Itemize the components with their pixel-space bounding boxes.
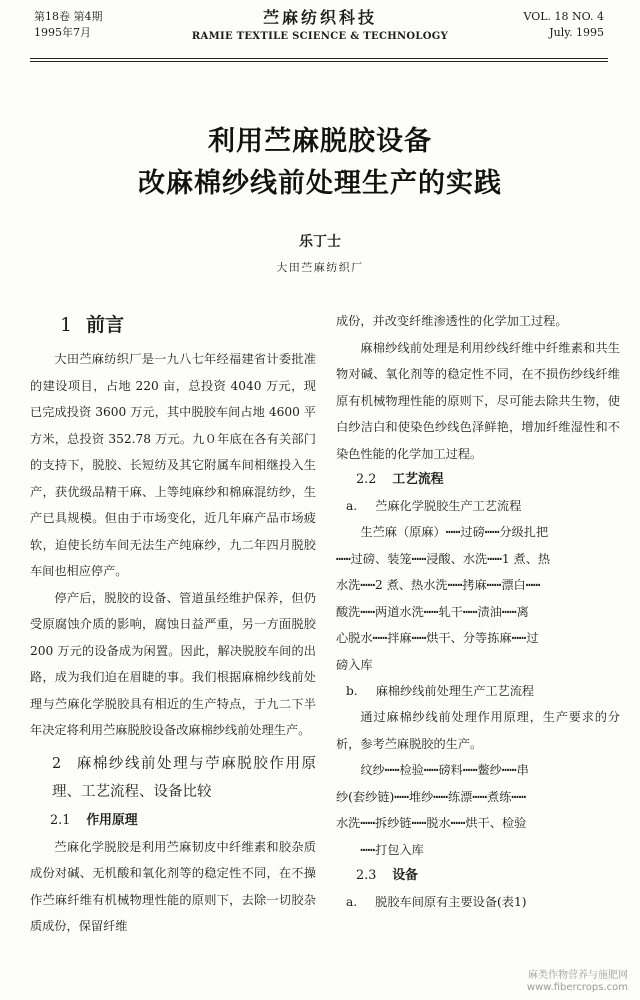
issue-date-en: July. 1995: [549, 26, 604, 39]
paragraph: 苎麻化学脱胶是利用苎麻韧皮中纤维素和胶杂质成份对碱、无机酸和氧化剂等的稳定性不同，在不操作苎麻纤维有机械物理性能的原则下，去除一切胶杂质成份，保留纤维: [30, 839, 316, 933]
section-title: 前言: [86, 314, 125, 336]
section-title: 麻棉纱线前处理与苧麻脱胶作用原理、工艺流程、设备比较: [52, 755, 316, 800]
paragraph-continued: 成份，并改变纤维渗透性的化学加工过程。: [336, 314, 568, 328]
author-name: 乐丁士: [299, 234, 341, 250]
flow-line: 生苎麻（原麻）┅┅过磅┅┅分级扎把: [360, 525, 549, 539]
list-heading-b: [336, 678, 620, 704]
list-title: 苎麻化学脱胶生产工艺流程: [375, 499, 522, 513]
volume-issue: 第18卷 第4期: [34, 10, 103, 23]
section-heading-2: [30, 750, 316, 806]
subsection-number: 2.1: [50, 812, 71, 828]
subsection-title: 工艺流程: [392, 472, 444, 487]
subsection-heading-2-1: [30, 808, 316, 834]
flow-line: 磅入库: [336, 657, 373, 672]
flow-line: 水洗┅┅拆纱链┅┅脱水┅┅烘干、检验: [336, 816, 527, 830]
left-column: [30, 308, 316, 940]
watermark-name: 麻类作物营养与施肥网: [528, 970, 628, 981]
watermark: [527, 970, 628, 994]
section-number: 1: [60, 314, 73, 336]
list-marker: a.: [346, 895, 358, 909]
flow-line: 纱(套纱链)┅┅堆纱┅┅练漂┅┅煮练┅┅: [336, 789, 527, 804]
volume-issue-en: VOL. 18 NO. 4: [523, 10, 604, 23]
right-column: [336, 308, 620, 915]
section-heading-1: [30, 308, 316, 342]
header-rule-thin: [30, 61, 608, 62]
paragraph: 麻棉纱线前处理是利用纱线纤维中纤维素和共生物对碱、氧化剂等的稳定性不同，在不损伤纱线纤维原有机械物理性能的原则下，尽可能去除共生物，使白纱洁白和使染色纱线色泽鲜艳，增加纤维湿性和不染色性能的化学加工过程。: [336, 340, 620, 461]
paragraph: 停产后，脱胶的设备、管道虽经维护保养，但仍受原腐蚀介质的影响，腐蚀日益严重，另一方面脱胶 200 万元的设备成为闲置。因此，解决脱胶车间的出路，成为我们迫在眉睫的事。我们根据麻棉纱线前处理与苎麻化学脱胶具有相近的生产特点，于九二下半年决定将利用苎麻脱胶设备改麻棉纱线前处理生产。: [30, 590, 316, 737]
list-heading-a: [336, 493, 620, 519]
article-title-line1: 利用苎麻脱胶设备: [208, 126, 432, 157]
flow-line: ┅┅打包入库: [360, 842, 424, 857]
subsection-heading-2-3: [336, 863, 620, 889]
subsection-heading-2-2: [336, 467, 620, 493]
journal-title-cn: 苎麻纺织科技: [262, 8, 377, 27]
list-marker: a.: [346, 499, 358, 513]
flow-line: 酸洗┅┅两道水洗┅┅轧干┅┅渍油┅┅离: [336, 604, 529, 619]
flow-line: 纹纱┅┅检验┅┅磅料┅┅鳖纱┅┅串: [360, 763, 529, 777]
process-flow-b: [336, 757, 620, 863]
watermark-url: www.fibercrops.com: [526, 982, 628, 993]
subsection-number: 2.2: [356, 472, 377, 487]
section-number: 2: [52, 755, 62, 772]
flow-line: 水洗┅┅2 煮、热水洗┅┅拷麻┅┅漂白┅┅: [336, 578, 541, 592]
author-affiliation: 大田苎麻纺织厂: [276, 261, 364, 274]
subsection-number: 2.3: [356, 868, 377, 883]
article-title-line2: 改麻棉纱线前处理生产的实践: [138, 168, 502, 199]
header-right: [523, 9, 604, 41]
issue-date-cn: 1995年7月: [34, 26, 91, 39]
list-text: 脱胶车间原有主要设备(表1): [375, 895, 527, 909]
subsection-title: 设备: [392, 868, 418, 883]
paragraph: 通过麻棉纱线前处理作用原理，生产要求的分析，参考苎麻脱胶的生产。: [336, 710, 620, 751]
flow-line: ┅┅过磅、装笼┅┅浸酸、水洗┅┅1 煮、热: [336, 551, 551, 566]
list-title: 麻棉纱线前处理生产工艺流程: [375, 684, 535, 698]
journal-title-en: RAMIE TEXTILE SCIENCE & TECHNOLOGY: [191, 31, 449, 42]
header-rule: [30, 58, 608, 59]
process-flow-a: [336, 519, 620, 678]
list-marker: b.: [346, 684, 358, 698]
list-item-a: [336, 889, 620, 915]
paragraph: 大田苎麻纺织厂是一九八七年经福建省计委批准的建设项目，占地 220 亩，总投资 4040 万元，现已完成投资 3600 万元，其中脱胶车间占地 4600 平方米，总投资 352.78 万元。九０年底在各有关部门的支持下，脱胶、长短纺及其它附属车间相继投入生产，获优级品精干麻、上等纯麻纱和棉麻混纺纱，生产已具规模。但由于市场变化，近几年麻产品市场疲软，迫使长纺车间无法生产纯麻纱，九二年四月脱胶车间也相应停产。: [30, 352, 316, 578]
flow-line: 心脱水┅┅拌麻┅┅烘干、分等拣麻┅┅过: [336, 631, 539, 645]
subsection-title: 作用原理: [86, 812, 138, 828]
